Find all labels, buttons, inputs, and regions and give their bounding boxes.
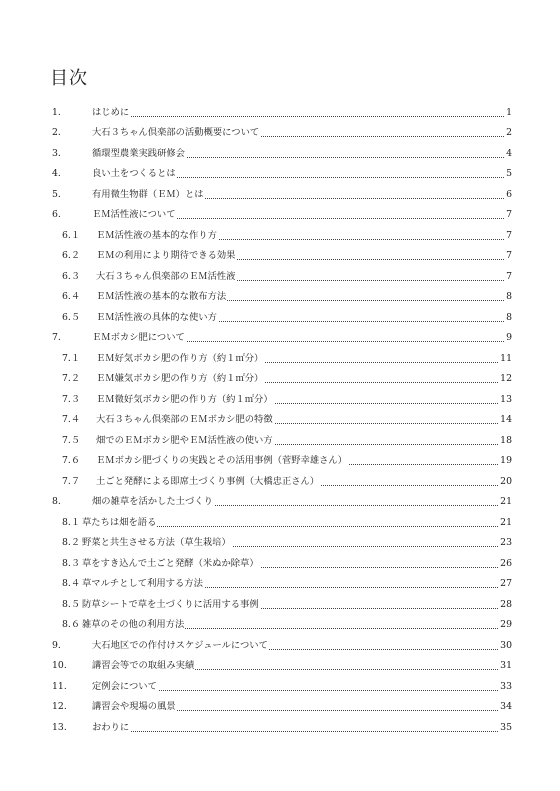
toc-entry-page-number: 8	[506, 291, 512, 302]
toc-entry-page-number: 33	[500, 680, 512, 692]
toc-entry-number: 4.	[52, 168, 61, 179]
toc-entry-number: 8.４	[62, 578, 81, 589]
toc-entry-label: おわりに	[92, 721, 130, 733]
toc-entry-page-number: 13	[500, 393, 512, 405]
toc-entry[interactable]	[0, 672, 560, 693]
toc-entry[interactable]	[0, 447, 560, 468]
toc-entry[interactable]	[0, 344, 560, 365]
toc-entry[interactable]	[0, 201, 560, 222]
toc-entry[interactable]	[0, 488, 560, 509]
toc-entry-label: 草たちは畑を語る	[82, 516, 157, 528]
toc-entry-page-number: 19	[500, 455, 512, 466]
toc-entry[interactable]	[0, 221, 560, 242]
toc-entry-page-number: 14	[500, 414, 512, 425]
toc-entry-page-number: 27	[500, 578, 512, 589]
toc-entry-page-number: 28	[500, 598, 512, 610]
toc-entry-label: 土ごと発酵による即席土づくり事例（大橋忠正さん）	[96, 475, 320, 487]
toc-entry-page-number: 31	[500, 660, 512, 671]
toc-entry[interactable]	[0, 611, 560, 632]
toc-entry[interactable]	[0, 652, 560, 673]
toc-entry[interactable]	[0, 98, 560, 119]
toc-entry-number: 7.３	[62, 393, 81, 405]
toc-entry-label: はじめに	[92, 106, 130, 118]
toc-entry[interactable]	[0, 426, 560, 447]
toc-entry-label: 大石地区での作付けスケジュールについて	[92, 639, 268, 651]
toc-entry-label: ＥＭ活性液の具体的な使い方	[96, 311, 217, 323]
toc-entry[interactable]	[0, 590, 560, 611]
toc-entry-number: 2.	[52, 127, 61, 138]
toc-entry-number: 5.	[52, 188, 61, 200]
toc-entry[interactable]	[0, 283, 560, 304]
toc-entry-number: 6.１	[62, 229, 81, 241]
toc-entry-label: ＥＭ活性液について	[92, 209, 176, 220]
toc-title: 目次	[50, 68, 88, 89]
toc-entry-page-number: 8	[506, 311, 512, 323]
toc-entry-page-number: 7	[506, 250, 512, 261]
toc-entry[interactable]	[0, 467, 560, 488]
toc-entry-number: 7.７	[62, 475, 81, 487]
toc-entry[interactable]	[0, 406, 560, 427]
toc-entry-label: ＥＭ微好気ボカシ肥の作り方（約１㎡分）	[96, 393, 273, 405]
toc-entry-label: 大石３ちゃん倶楽部の活動概要について	[92, 127, 260, 138]
toc-entry-label: 有用微生物群（ＥＭ）とは	[92, 188, 204, 200]
toc-entry-label: 循環型農業実践研修会	[92, 147, 185, 159]
toc-entry-label: 良い土をつくるとは	[92, 168, 176, 179]
toc-entry-page-number: 30	[500, 639, 512, 651]
toc-entry-number: 8.	[52, 496, 61, 507]
toc-entry-page-number: 21	[500, 496, 512, 507]
toc-entry-label: ＥＭボカシ肥について	[92, 332, 185, 343]
toc-entry-label: 講習会や現場の風景	[92, 701, 176, 712]
toc-entry-page-number: 4	[506, 147, 512, 159]
toc-entry-number: 7.６	[62, 455, 81, 466]
toc-entry[interactable]	[0, 508, 560, 529]
toc-entry-page-number: 29	[500, 619, 512, 630]
toc-entry-page-number: 12	[500, 373, 512, 384]
toc-entry-page-number: 26	[500, 557, 512, 569]
toc-entry[interactable]	[0, 713, 560, 734]
toc-entry-page-number: 34	[500, 701, 512, 712]
toc-entry-number: 13.	[52, 721, 67, 733]
toc-entry-number: 10.	[52, 660, 67, 671]
toc-entry-page-number: 35	[500, 721, 512, 733]
toc-entry[interactable]	[0, 549, 560, 570]
toc-entry-number: 6.５	[62, 311, 81, 323]
toc-entry-number: 6.	[52, 209, 61, 220]
toc-entry[interactable]	[0, 160, 560, 181]
toc-dot-leader	[92, 731, 504, 732]
toc-entry-label: 防草シートで草を土づくりに活用する事例	[82, 598, 259, 610]
toc-entry[interactable]	[0, 365, 560, 386]
toc-entry-page-number: 9	[506, 332, 512, 343]
toc-entry-label: 定例会について	[92, 680, 157, 692]
toc-entry-label: 大石３ちゃん倶楽部のＥＭボカシ肥の特徴	[96, 414, 273, 425]
toc-entry-label: ＥＭ活性液の基本的な作り方	[96, 229, 217, 241]
toc-entry-number: 6.２	[62, 250, 81, 261]
toc-entry[interactable]	[0, 119, 560, 140]
toc-entry[interactable]	[0, 324, 560, 345]
toc-entry-label: ＥＭの利用により期待できる効果	[96, 250, 236, 261]
toc-entry-page-number: 18	[500, 434, 512, 446]
toc-entry[interactable]	[0, 693, 560, 714]
toc-entry-page-number: 2	[506, 127, 512, 138]
toc-entry-label: 畑でのＥＭボカシ肥やＥＭ活性液の使い方	[96, 434, 273, 446]
toc-entry[interactable]	[0, 385, 560, 406]
toc-entry-number: 7.５	[62, 434, 81, 446]
toc-entry-page-number: 1	[506, 106, 512, 118]
toc-entry-number: 7.	[52, 332, 61, 343]
toc-entry-number: 6.３	[62, 270, 81, 282]
toc-entry[interactable]	[0, 631, 560, 652]
toc-entry-number: 8.１	[62, 516, 81, 528]
toc-entry-number: 7.４	[62, 414, 81, 425]
toc-entry-number: 11.	[52, 680, 67, 692]
toc-entry-number: 8.５	[62, 598, 81, 610]
toc-entry-number: 7.１	[62, 352, 81, 364]
toc-entry-page-number: 7	[506, 209, 512, 220]
toc-entry-label: 大石３ちゃん倶楽部のＥＭ活性液	[96, 270, 236, 282]
toc-entry-label: ＥＭボカシ肥づくりの実践とその活用事例（菅野幸雄さん）	[96, 455, 348, 466]
toc-entry[interactable]	[0, 570, 560, 591]
toc-entry-page-number: 7	[506, 270, 512, 282]
toc-entry-page-number: 5	[506, 168, 512, 179]
toc-entry-number: 8.２	[62, 537, 81, 548]
toc-entry-page-number: 21	[500, 516, 512, 528]
toc-list	[0, 98, 560, 734]
toc-entry-page-number: 7	[506, 229, 512, 241]
toc-entry-label: 草をすき込んで土ごと発酵（米ぬか除草）	[82, 557, 259, 569]
toc-dot-leader	[92, 116, 504, 117]
toc-entry-page-number: 6	[506, 188, 512, 200]
toc-entry-label: 草マルチとして利用する方法	[82, 578, 203, 589]
toc-entry-label: ＥＭ好気ボカシ肥の作り方（約１㎡分）	[96, 352, 264, 364]
toc-entry-page-number: 11	[500, 352, 512, 364]
toc-entry-label: 講習会等での取組み実績	[92, 660, 195, 671]
toc-entry[interactable]	[0, 529, 560, 550]
toc-entry-label: 雑草のその他の利用方法	[82, 619, 185, 630]
toc-entry-number: 1.	[52, 106, 61, 118]
toc-entry[interactable]	[0, 139, 560, 160]
toc-entry-number: 12.	[52, 701, 67, 712]
toc-entry[interactable]	[0, 242, 560, 263]
toc-entry-number: 8.６	[62, 619, 81, 630]
toc-entry-number: 9.	[52, 639, 61, 651]
toc-entry[interactable]	[0, 262, 560, 283]
toc-entry-label: ＥＭ嫌気ボカシ肥の作り方（約１㎡分）	[96, 373, 264, 384]
toc-entry-number: 3.	[52, 147, 61, 159]
toc-entry[interactable]	[0, 303, 560, 324]
toc-entry-number: 8.３	[62, 557, 81, 569]
toc-entry-label: ＥＭ活性液の基本的な散布方法	[96, 291, 227, 302]
toc-entry[interactable]	[0, 180, 560, 201]
toc-entry-page-number: 20	[500, 475, 512, 487]
toc-entry-page-number: 23	[500, 537, 512, 548]
toc-entry-number: 6.４	[62, 291, 81, 302]
toc-entry-label: 畑の雑草を活かした土づくり	[92, 496, 213, 507]
toc-entry-label: 野菜と共生させる方法（草生栽培）	[82, 537, 231, 548]
toc-entry-number: 7.２	[62, 373, 81, 384]
